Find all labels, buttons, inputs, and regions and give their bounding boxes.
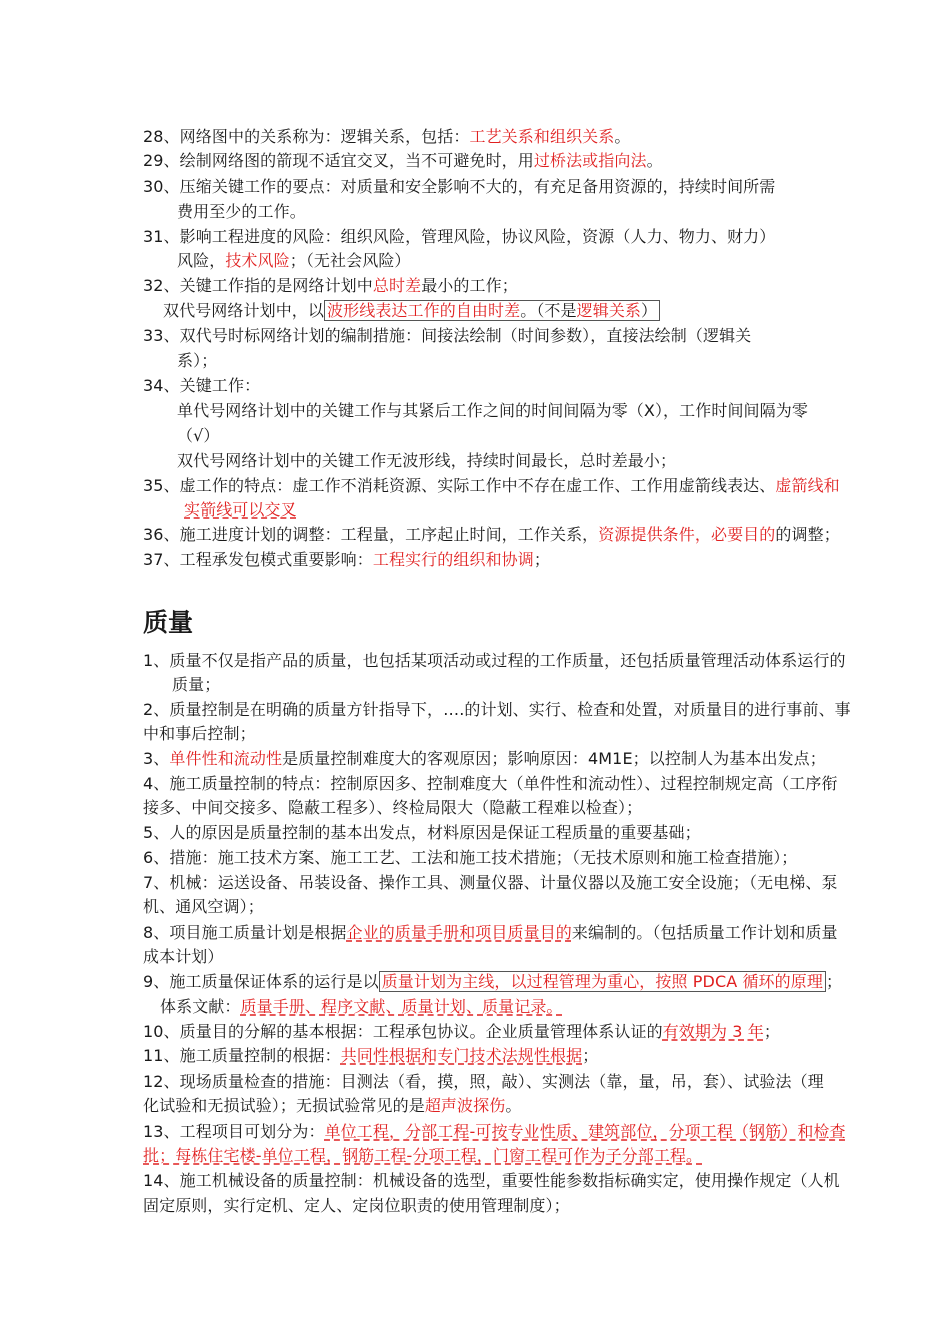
q-item-10: 10、质量目的分解的基本根据：工程承包协议。企业质量管理体系认证的有效期为 3 年；: [143, 1022, 780, 1041]
q-item-7-cont: 机、通风空调）；: [143, 897, 264, 916]
q-item-5: 5、人的原因是质量控制的基本出发点，材料原因是保证工程质量的重要基础；: [143, 823, 701, 842]
item-37: 37、工程承发包模式重要影响：工程实行的组织和协调；: [143, 550, 550, 569]
item-34-line2: （√）: [177, 426, 220, 445]
item-33: 33、双代号时标网络计划的编制措施：间接法绘制（时间参数），直接法绘制（逻辑关: [143, 326, 752, 345]
q-item-1-cont: 质量；: [172, 675, 221, 694]
item-35-cont: 实箭线可以交叉: [184, 500, 297, 519]
q-item-4-cont: 接多、中间交接多、隐蔽工程多）、终检局限大（隐蔽工程难以检查）；: [143, 798, 643, 817]
q-item-7: 7、机械：运送设备、吊装设备、操作工具、测量仪器、计量仪器以及施工安全设施；（无电梯、泵: [143, 873, 838, 892]
boxed-principle: 质量计划为主线，以过程管理为重心，按照 PDCA 循环的原理: [379, 971, 826, 992]
item-29: 29、绘制网络图的箭现不适宜交叉，当不可避免时，用过桥法或指向法。: [143, 151, 663, 170]
q-item-12: 12、现场质量检查的措施：目测法（看，摸，照，敲）、实测法（靠，量，吊，套）、试验法（理: [143, 1072, 824, 1091]
q-item-4: 4、施工质量控制的特点：控制原因多、控制难度大（单件性和流动性）、过程控制规定高（工序衔: [143, 774, 838, 793]
q-item-6: 6、措施：施工技术方案、施工工艺、工法和施工技术措施；（无技术原则和施工检查措施）；: [143, 848, 798, 867]
item-31: 31、影响工程进度的风险：组织风险，管理风险，协议风险，资源（人力、物力、财力）: [143, 227, 776, 246]
item-34-line3: 双代号网络计划中的关键工作无波形线，持续时间最长，总时差最小；: [177, 451, 677, 470]
q-item-13: 13、工程项目可划分为：单位工程，分部工程-可按专业性质、建筑部位，分项工程（钢筋）和检查: [143, 1122, 846, 1141]
q-item-9: 9、施工质量保证体系的运行是以 质量计划为主线，以过程管理为重心，按照 PDCA 循环的原理 ；: [143, 972, 843, 991]
section-heading-quality: 质量: [143, 608, 194, 637]
item-28: 28、网络图中的关系称为：逻辑关系，包括：工艺关系和组织关系。: [143, 127, 631, 146]
item-35: 35、虚工作的特点：虚工作不消耗资源、实际工作中不存在虚工作、工作用虚箭线表达、虚箭线和: [143, 476, 840, 495]
item-32-cont: 双代号网络计划中，以 波形线表达工作的自由时差。（不是逻辑关系）: [163, 300, 660, 322]
q-item-11: 11、施工质量控制的根据：共同性根据和专门技术法规性根据；: [143, 1046, 599, 1065]
item-31-cont: 风险，技术风险；（无社会风险）: [177, 251, 411, 270]
q-item-8: 8、项目施工质量计划是根据企业的质量手册和项目质量目的来编制的。（包括质量工作计划和质量: [143, 923, 838, 942]
q-item-8-cont: 成本计划）: [143, 947, 224, 966]
q-item-14: 14、施工机械设备的质量控制：机械设备的选型，重要性能参数指标确实定，使用操作规定（人机: [143, 1171, 840, 1190]
boxed-note: 波形线表达工作的自由时差。（不是逻辑关系）: [324, 300, 660, 321]
q-item-1: 1、质量不仅是指产品的质量，也包括某项活动或过程的工作质量，还包括质量管理活动体系运行的: [143, 651, 846, 670]
item-36: 36、施工进度计划的调整：工程量，工序起止时间，工作关系，资源提供条件，必要目的的调整；: [143, 525, 840, 544]
item-30: 30、压缩关键工作的要点：对质量和安全影响不大的，有充足备用资源的，持续时间所需: [143, 177, 776, 196]
q-item-9-cont: 体系文献：质量手册、程序文献、质量计划、质量记录。: [160, 997, 563, 1016]
q-item-14-cont: 固定原则，实行定机、定人、定岗位职责的使用管理制度）；: [143, 1196, 570, 1215]
item-32: 32、关键工作指的是网络计划中总时差最小的工作；: [143, 276, 518, 295]
item-30-cont: 费用至少的工作。: [177, 202, 306, 221]
item-33-cont: 系）；: [177, 351, 218, 370]
item-34-line1: 单代号网络计划中的关键工作与其紧后工作之间的时间间隔为零（X），工作时间间隔为零: [177, 401, 808, 420]
q-item-3: 3、单件性和流动性是质量控制难度大的客观原因；影响原因：4M1E；以控制人为基本出发点；: [143, 749, 826, 768]
q-item-13-cont: 批；每栋住宅楼-单位工程，钢筋工程-分项工程，门窗工程可作为子分部工程。: [143, 1146, 703, 1165]
item-34: 34、关键工作：: [143, 376, 261, 395]
q-item-2-cont: 中和事后控制；: [143, 724, 256, 743]
q-item-2: 2、质量控制是在明确的质量方针指导下，….的计划、实行、检查和处置，对质量目的进行事前、事: [143, 700, 851, 719]
q-item-12-cont: 化试验和无损试验）；无损试验常见的是超声波探伤。: [143, 1096, 522, 1115]
